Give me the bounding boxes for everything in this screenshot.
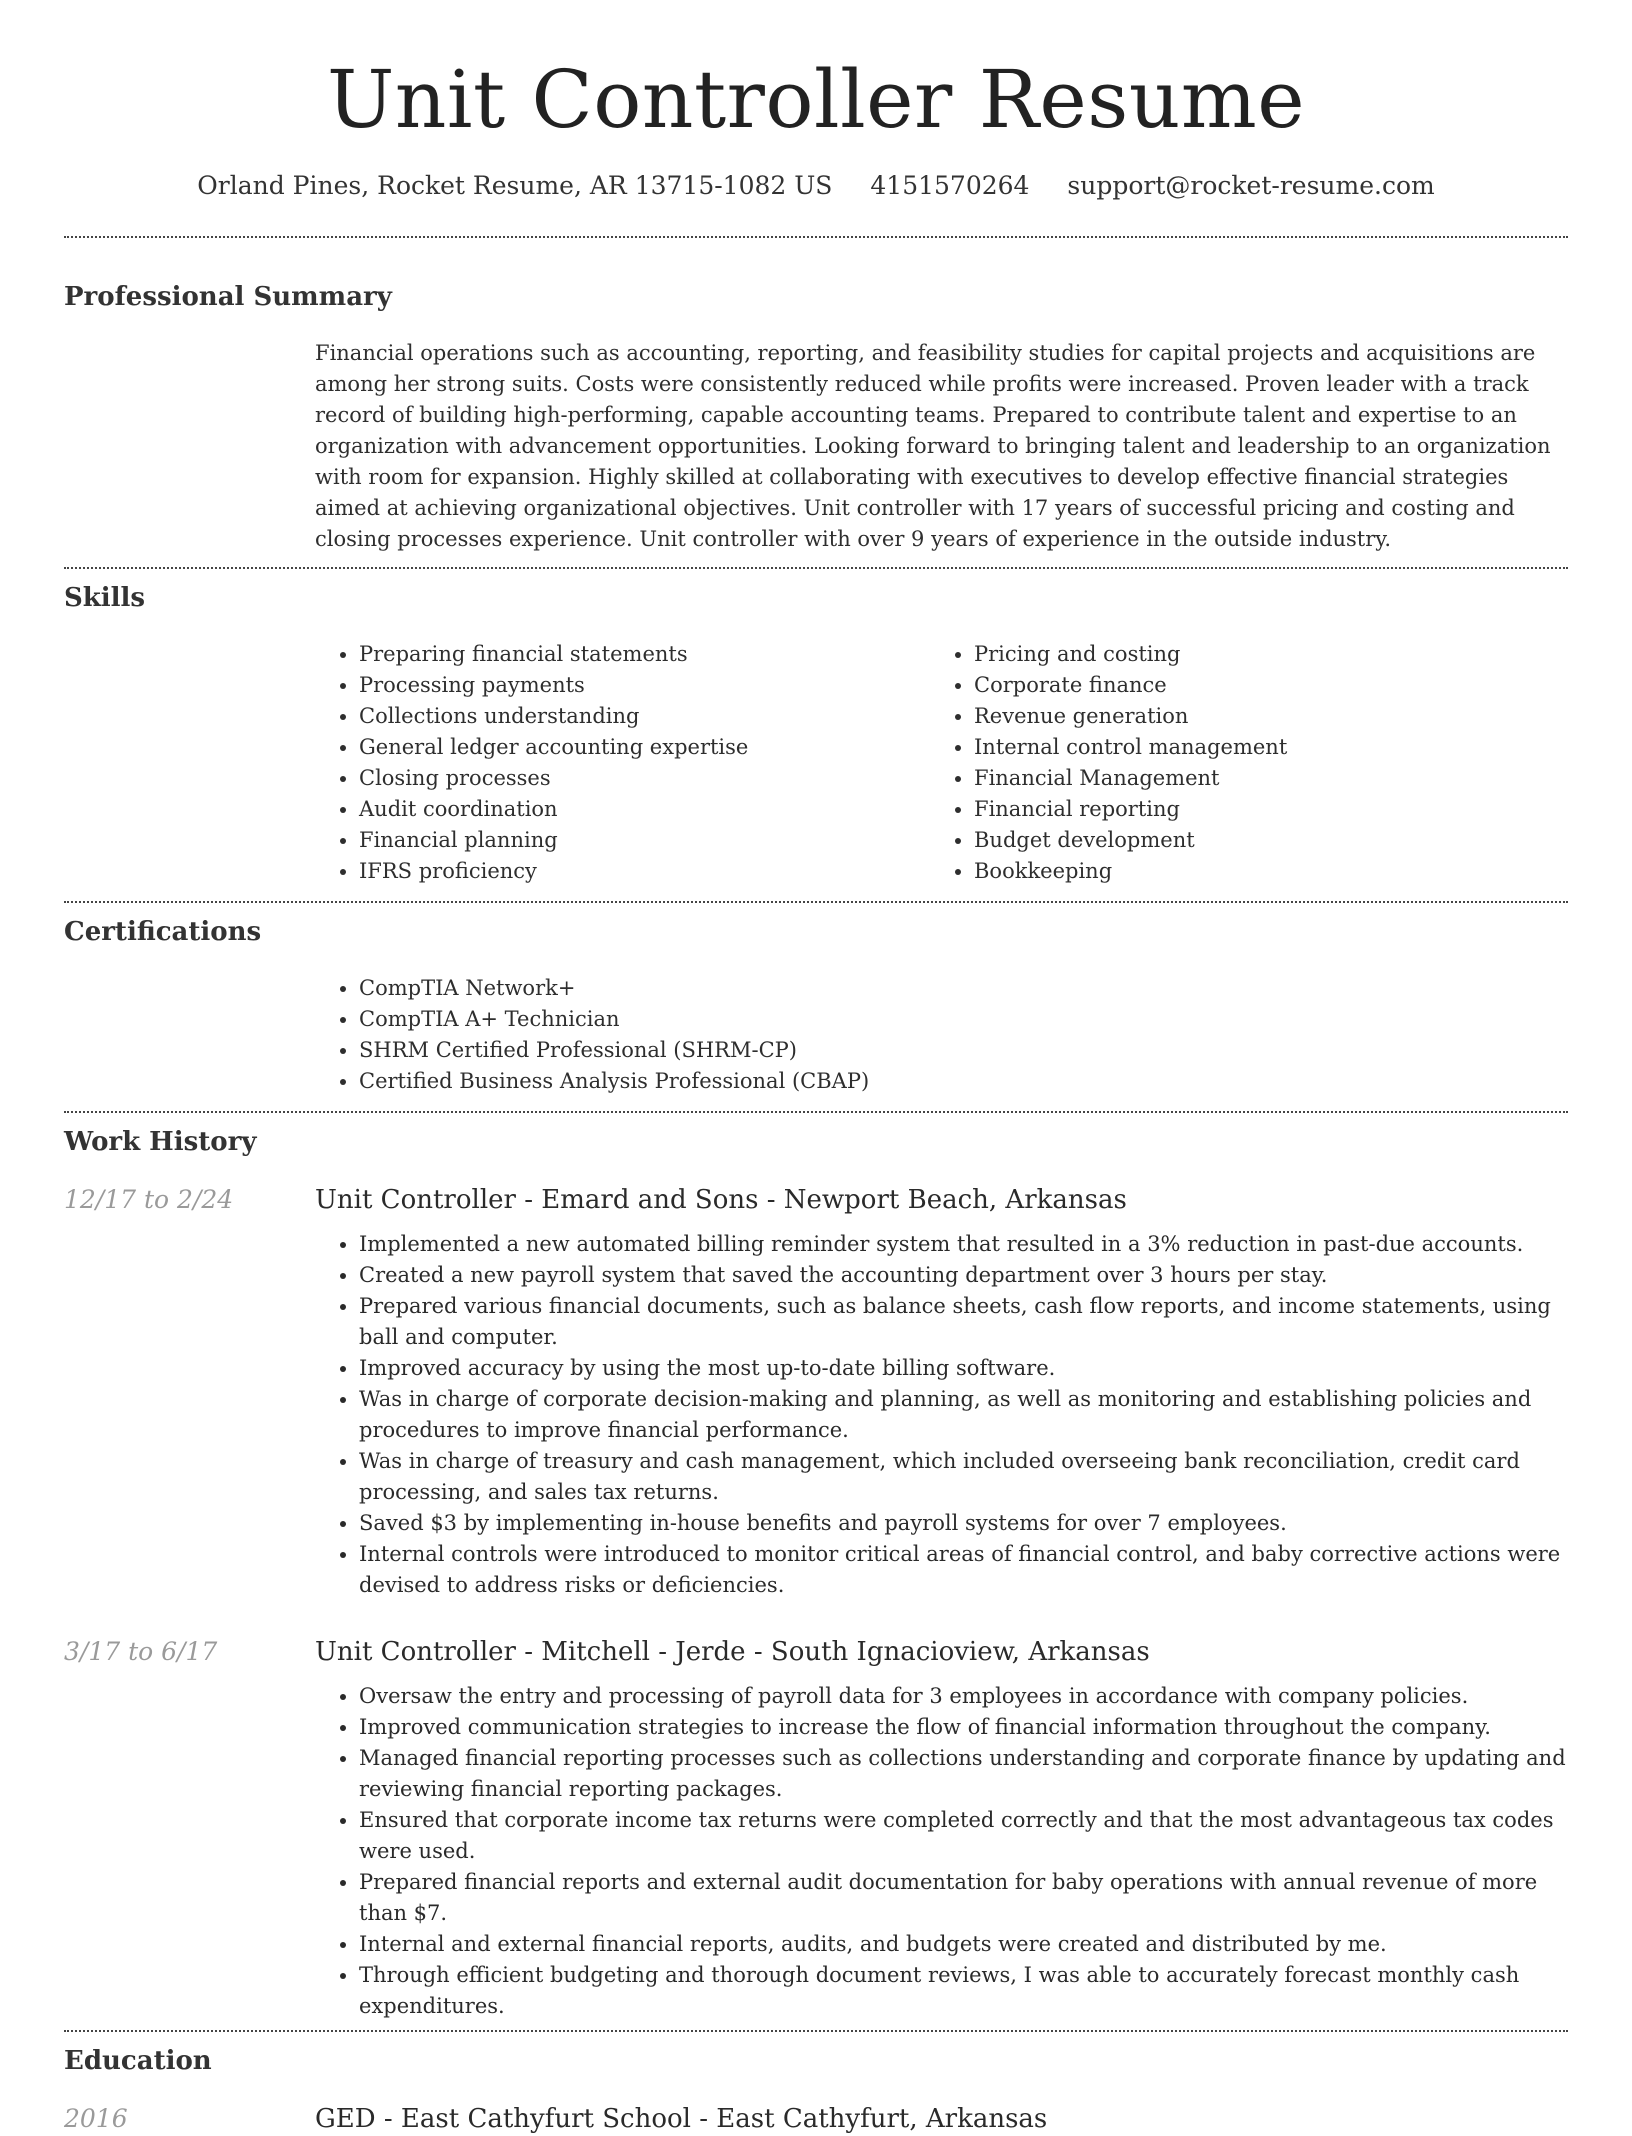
contact-phone[interactable]: 4151570264 xyxy=(870,171,1030,200)
job-bullet: • Managed financial reporting processes such as collections understanding and corporate finance by updating and reviewing financial reporting packages. xyxy=(359,1743,1568,1805)
job-bullet: • Internal and external financial reports, audits, and budgets were created and distributed by me. xyxy=(359,1929,1568,1960)
job-bullet: • Was in charge of corporate decision-making and planning, as well as monitoring and establishing policies and procedures to improve financial performance. xyxy=(359,1384,1568,1446)
job-bullet: • Internal controls were introduced to monitor critical areas of financial control, and baby corrective actions were devised to address risks or deficiencies. xyxy=(359,1539,1568,1601)
education-entry xyxy=(64,2102,1568,2136)
skill-item: • Bookkeeping xyxy=(974,856,1545,887)
education-title: GED - East Cathyfurt School - East Cathyfurt, Arkansas xyxy=(315,2104,1048,2134)
education-heading: Education xyxy=(64,2046,212,2076)
job-bullet: • Prepared various financial documents, such as balance sheets, cash flow reports, and income statements, using ball and computer. xyxy=(359,1291,1568,1353)
job-bullets xyxy=(315,1229,1568,1601)
job-bullet: • Saved $3 by implementing in-house benefits and payroll systems for over 7 employees. xyxy=(359,1508,1568,1539)
job-bullet: • Prepared financial reports and external audit documentation for baby operations with annual revenue of more than $7. xyxy=(359,1867,1568,1929)
certifications-heading: Certifications xyxy=(64,917,262,947)
job-title: Unit Controller - Emard and Sons - Newport Beach, Arkansas xyxy=(315,1185,1127,1215)
certification-item: • CompTIA Network+ xyxy=(359,973,1568,1004)
skills-column-right xyxy=(930,639,1545,887)
work-history-heading: Work History xyxy=(64,1127,257,1157)
job-bullet: • Improved communication strategies to increase the flow of financial information throughout the company. xyxy=(359,1712,1568,1743)
skill-item: • Revenue generation xyxy=(974,701,1545,732)
job-entry xyxy=(64,1635,1568,2030)
skill-item: • Collections understanding xyxy=(359,701,930,732)
skill-item: • Closing processes xyxy=(359,763,930,794)
resume-page xyxy=(64,0,1568,2136)
skills-column-left xyxy=(315,639,930,887)
job-bullet: • Ensured that corporate income tax returns were completed correctly and that the most advantageous tax codes were used. xyxy=(359,1805,1568,1867)
summary-heading: Professional Summary xyxy=(64,282,392,312)
section-divider xyxy=(64,2030,1568,2032)
job-bullet: • Oversaw the entry and processing of payroll data for 3 employees in accordance with company policies. xyxy=(359,1681,1568,1712)
contact-line xyxy=(64,170,1568,202)
skill-item: • Corporate finance xyxy=(974,670,1545,701)
job-bullet: • Implemented a new automated billing reminder system that resulted in a 3% reduction in past-due accounts. xyxy=(359,1229,1568,1260)
job-details xyxy=(315,1635,1568,2030)
education-date: 2016 xyxy=(64,2104,128,2133)
section-divider xyxy=(64,901,1568,903)
skill-item: • Internal control management xyxy=(974,732,1545,763)
certification-item: • Certified Business Analysis Professional (CBAP) xyxy=(359,1066,1568,1097)
skill-item: • Financial Management xyxy=(974,763,1545,794)
job-dates: 12/17 to 2/24 xyxy=(64,1185,234,1214)
skill-item: • General ledger accounting expertise xyxy=(359,732,930,763)
skill-item: • Pricing and costing xyxy=(974,639,1545,670)
certifications-list xyxy=(315,973,1568,1097)
skill-item: • Preparing financial statements xyxy=(359,639,930,670)
job-bullet: • Improved accuracy by using the most up-to-date billing software. xyxy=(359,1353,1568,1384)
section-divider xyxy=(64,1111,1568,1113)
resume-title: Unit Controller Resume xyxy=(326,53,1306,146)
job-title: Unit Controller - Mitchell - Jerde - South Ignacioview, Arkansas xyxy=(315,1637,1150,1667)
skill-item: • Processing payments xyxy=(359,670,930,701)
job-dates: 3/17 to 6/17 xyxy=(64,1637,218,1666)
education-details xyxy=(315,2102,1568,2136)
contact-address: Orland Pines, Rocket Resume, AR 13715-1082 US xyxy=(197,171,833,200)
skill-item: • Budget development xyxy=(974,825,1545,856)
section-divider xyxy=(64,567,1568,569)
job-bullet: • Through efficient budgeting and thorough document reviews, I was able to accurately forecast monthly cash expenditures. xyxy=(359,1960,1568,2022)
contact-email[interactable]: support@rocket-resume.com xyxy=(1067,171,1435,200)
job-bullet: • Created a new payroll system that saved the accounting department over 3 hours per stay. xyxy=(359,1260,1568,1291)
job-bullets xyxy=(315,1681,1568,2022)
skills-heading: Skills xyxy=(64,583,146,613)
skill-item: • IFRS proficiency xyxy=(359,856,930,887)
summary-text: Financial operations such as accounting, reporting, and feasibility studies for capital projects and acquisitions are among her strong suits. Costs were consistently reduced while profits were increased. Proven leader with a track record of building high-performing, capable accounting teams. Prepared to contribute talent and expertise to an organization with advancement opportunities. Looking forward to bringing talent and leadership to an organization with room for expansion. Highly skilled at collaborating with executives to develop effective financial strategies aimed at achieving organizational objectives. Unit controller with 17 years of successful pricing and costing and closing processes experience. Unit controller with over 9 years of experience in the outside industry. xyxy=(315,341,1551,551)
section-divider xyxy=(64,236,1568,238)
job-bullet: • Was in charge of treasury and cash management, which included overseeing bank reconciliation, credit card processing, and sales tax returns. xyxy=(359,1446,1568,1508)
skill-item: • Financial reporting xyxy=(974,794,1545,825)
certification-item: • CompTIA A+ Technician xyxy=(359,1004,1568,1035)
skill-item: • Audit coordination xyxy=(359,794,930,825)
skills-list xyxy=(315,639,1568,887)
certification-item: • SHRM Certified Professional (SHRM-CP) xyxy=(359,1035,1568,1066)
skill-item: • Financial planning xyxy=(359,825,930,856)
job-details xyxy=(315,1183,1568,1609)
job-entry xyxy=(64,1183,1568,1609)
